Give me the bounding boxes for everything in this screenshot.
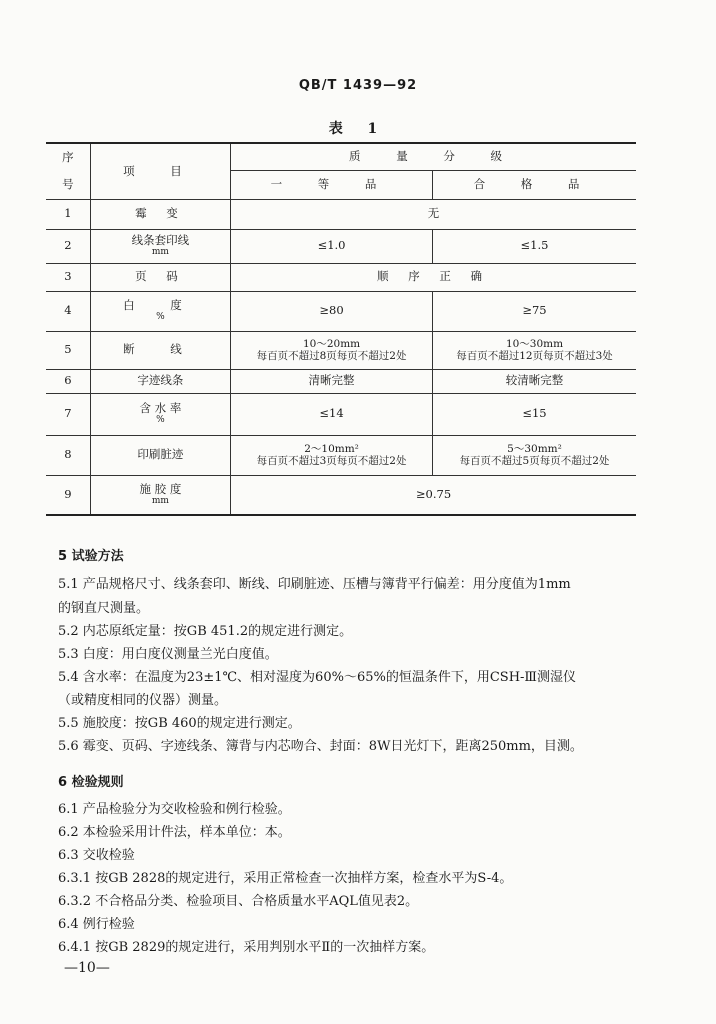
row-no: 7 bbox=[46, 393, 90, 435]
row-item: 断 线 bbox=[90, 331, 230, 369]
row-merged-value: 顺 序 正 确 bbox=[231, 263, 636, 291]
section-5-heading: 5 试验方法 bbox=[58, 549, 124, 564]
row-no: 6 bbox=[46, 369, 90, 393]
row-pass-value bbox=[433, 331, 636, 369]
row-no: 5 bbox=[46, 331, 90, 369]
table-row bbox=[46, 435, 636, 475]
row-pass-value: ≤1.5 bbox=[433, 229, 636, 263]
clause-6-3-1: 6.3.1 按GB 2828的规定进行，采用正常检查一次抽样方案，检查水平为S-4。 bbox=[58, 871, 513, 886]
clause-6-1: 6.1 产品检验分为交收检验和例行检验。 bbox=[58, 802, 291, 817]
row-item-unit: % bbox=[156, 415, 165, 426]
col-item-header: 项 目 bbox=[90, 143, 230, 199]
row-item bbox=[90, 475, 230, 515]
row-item: 页 码 bbox=[90, 263, 230, 291]
table-row bbox=[46, 291, 636, 331]
row-pass-range: 10～30mm bbox=[505, 337, 564, 350]
row-item: 霉 变 bbox=[90, 199, 230, 229]
row-first-value bbox=[231, 435, 433, 475]
clause-5-1-line2: 的钢直尺测量。 bbox=[58, 601, 150, 616]
row-pass-limit: 每百页不超过5页每页不超过2处 bbox=[459, 455, 610, 467]
row-first-value: ≥80 bbox=[231, 291, 433, 331]
col-no-char1: 序 bbox=[62, 150, 74, 165]
row-item-label: 施 胶 度 bbox=[139, 481, 182, 496]
row-pass-range: 5～30mm² bbox=[507, 442, 562, 455]
table-row bbox=[46, 331, 636, 369]
row-item-unit: mm bbox=[151, 247, 169, 258]
row-item: 字迹线条 bbox=[90, 369, 230, 393]
clause-5-3: 5.3 白度：用白度仪测量兰光白度值。 bbox=[58, 647, 278, 662]
clause-6-3: 6.3 交收检验 bbox=[58, 848, 135, 863]
col-first-grade-header: 一 等 品 bbox=[231, 170, 433, 199]
table-row bbox=[46, 199, 636, 229]
row-pass-value bbox=[433, 435, 636, 475]
clause-5-2: 5.2 内芯原纸定量：按GB 451.2的规定进行测定。 bbox=[58, 624, 353, 639]
page-number: —10— bbox=[64, 960, 110, 976]
row-first-range: 10～20mm bbox=[302, 337, 361, 350]
row-item-unit: % bbox=[156, 312, 165, 323]
row-merged-value: 无 bbox=[231, 199, 636, 229]
row-no: 8 bbox=[46, 435, 90, 475]
row-item: 印刷脏迹 bbox=[90, 435, 230, 475]
clause-6-2: 6.2 本检验采用计件法，样本单位：本。 bbox=[58, 825, 291, 840]
row-item-label: 含 水 率 bbox=[139, 401, 182, 416]
row-first-value: 清晰完整 bbox=[231, 369, 433, 393]
table-row bbox=[46, 475, 636, 515]
table-row bbox=[46, 263, 636, 291]
clause-6-4-1: 6.4.1 按GB 2829的规定进行，采用判别水平Ⅱ的一次抽样方案。 bbox=[58, 940, 435, 955]
col-no-char2: 号 bbox=[62, 176, 74, 191]
table-row bbox=[46, 229, 636, 263]
row-first-value bbox=[231, 331, 433, 369]
row-first-range: 2～10mm² bbox=[304, 442, 359, 455]
standard-code-header: QB/T 1439—92 bbox=[298, 78, 418, 93]
clause-5-1-line1: 5.1 产品规格尺寸、线条套印、断线、印刷脏迹、压槽与簿背平行偏差：用分度值为1mm bbox=[58, 577, 571, 592]
row-no: 4 bbox=[46, 291, 90, 331]
row-pass-value: ≥75 bbox=[433, 291, 636, 331]
row-pass-limit: 每百页不超过12页每页不超过3处 bbox=[456, 350, 613, 362]
clause-5-4-line2: （或精度相同的仪器）测量。 bbox=[58, 693, 228, 708]
row-first-limit: 每百页不超过3页每页不超过2处 bbox=[256, 455, 407, 467]
section-6-heading: 6 检验规则 bbox=[58, 775, 124, 790]
clause-5-6: 5.6 霉变、页码、字迹线条、簿背与内芯吻合、封面：8W日光灯下，距离250mm，目测。 bbox=[58, 739, 583, 754]
clause-6-4: 6.4 例行检验 bbox=[58, 917, 135, 932]
row-no: 3 bbox=[46, 263, 90, 291]
col-quality-header: 质 量 分 级 bbox=[231, 143, 636, 170]
col-pass-grade-header: 合 格 品 bbox=[433, 170, 636, 199]
quality-grade-table bbox=[46, 142, 636, 516]
row-pass-value: 较清晰完整 bbox=[433, 369, 636, 393]
row-first-limit: 每百页不超过8页每页不超过2处 bbox=[256, 350, 407, 362]
table-title: 表 1 bbox=[328, 121, 388, 137]
row-item-label: 线条套印线 bbox=[131, 233, 190, 248]
clause-5-4-line1: 5.4 含水率：在温度为23±1℃、相对湿度为60%～65%的恒温条件下，用CSH-Ⅲ测湿仪 bbox=[58, 670, 576, 685]
row-item bbox=[90, 229, 230, 263]
row-item-label: 白 度 bbox=[123, 298, 198, 313]
col-no-header bbox=[46, 143, 90, 199]
row-no: 1 bbox=[46, 199, 90, 229]
row-first-value: ≤1.0 bbox=[231, 229, 433, 263]
row-item bbox=[90, 393, 230, 435]
row-item bbox=[90, 291, 230, 331]
table-row bbox=[46, 393, 636, 435]
clause-5-5: 5.5 施胶度：按GB 460的规定进行测定。 bbox=[58, 716, 301, 731]
row-first-value: ≤14 bbox=[231, 393, 433, 435]
row-no: 9 bbox=[46, 475, 90, 515]
row-no: 2 bbox=[46, 229, 90, 263]
row-pass-value: ≤15 bbox=[433, 393, 636, 435]
row-item-unit: mm bbox=[151, 496, 169, 507]
row-merged-value: ≥0.75 bbox=[231, 475, 636, 515]
table-row bbox=[46, 369, 636, 393]
clause-6-3-2: 6.3.2 不合格品分类、检验项目、合格质量水平AQL值见表2。 bbox=[58, 894, 419, 909]
